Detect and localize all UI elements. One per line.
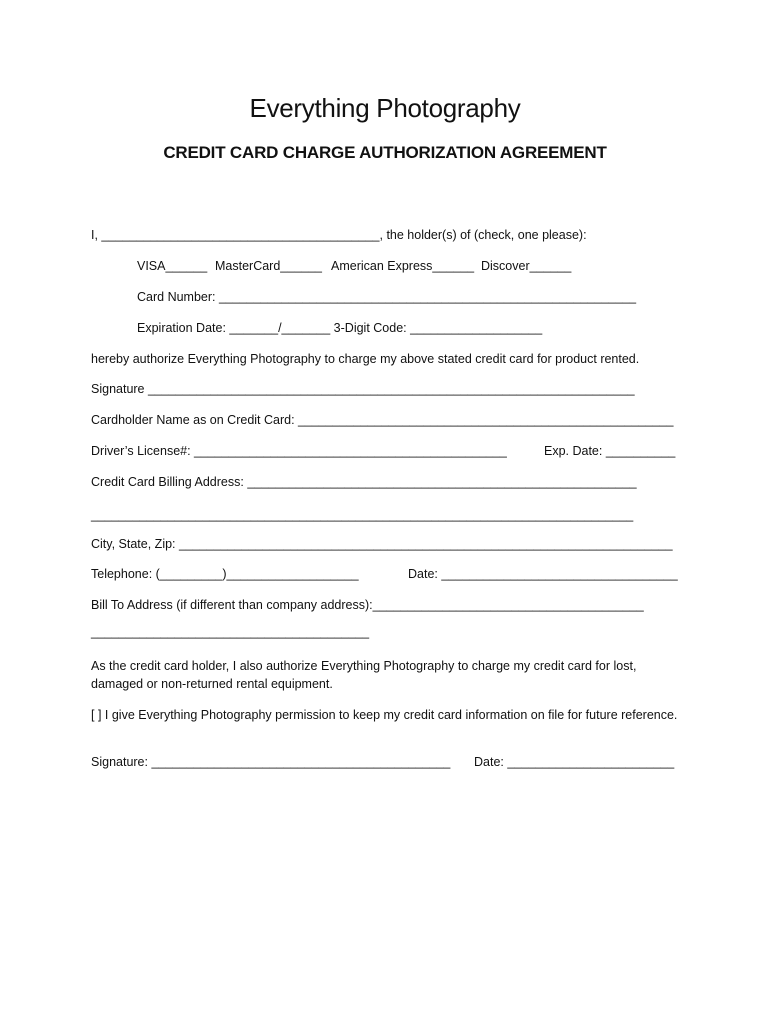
- telephone-field: Telephone: (_________)___________________: [91, 567, 359, 581]
- bill-to-address-continued: ________________________________________: [91, 625, 370, 639]
- signature-field-2: Signature: ___________________________________________: [91, 755, 451, 769]
- card-type-discover: Discover______: [481, 259, 572, 273]
- page-title: Everything Photography: [249, 93, 521, 123]
- city-state-zip-field: City, State, Zip: _______________________________________________________________________: [91, 537, 673, 551]
- signature-date-field: Date: ________________________: [474, 755, 675, 769]
- authorize-statement: hereby authorize Everything Photography to charge my above stated credit card for product rented.: [91, 352, 640, 366]
- card-type-mastercard: MasterCard______: [215, 259, 323, 273]
- card-number-field: Card Number: ____________________________________________________________: [137, 290, 637, 304]
- expiration-field: Expiration Date: _______/_______ 3-Digit Code: ___________________: [137, 321, 543, 335]
- billing-address-continued: ______________________________________________________________________________: [91, 508, 634, 522]
- cardholder-name-field: Cardholder Name as on Credit Card: ______________________________________________________: [91, 413, 674, 427]
- bill-to-address-field: Bill To Address (if different than company address):_______________________________________: [91, 598, 644, 612]
- telephone-date-field: Date: __________________________________: [408, 567, 678, 581]
- loss-authorization-statement: As the credit card holder, I also authorize Everything Photography to charge my credit card for lost, damaged or non-returned rental equipment.: [91, 659, 637, 691]
- signature-field: Signature ______________________________________________________________________: [91, 382, 635, 396]
- page-subtitle: CREDIT CARD CHARGE AUTHORIZATION AGREEMENT: [163, 143, 607, 162]
- keep-on-file-statement: [ ] I give Everything Photography permission to keep my credit card information on file for future reference.: [91, 708, 678, 722]
- holder-line: I, ________________________________________, the holder(s) of (check, one please):: [91, 228, 587, 242]
- billing-address-field: Credit Card Billing Address: ________________________________________________________: [91, 475, 637, 489]
- license-exp-date-field: Exp. Date: __________: [544, 444, 676, 458]
- drivers-license-field: Driver’s License#: _____________________________________________: [91, 444, 507, 458]
- card-type-amex: American Express______: [331, 259, 475, 273]
- card-type-visa: VISA______: [137, 259, 208, 273]
